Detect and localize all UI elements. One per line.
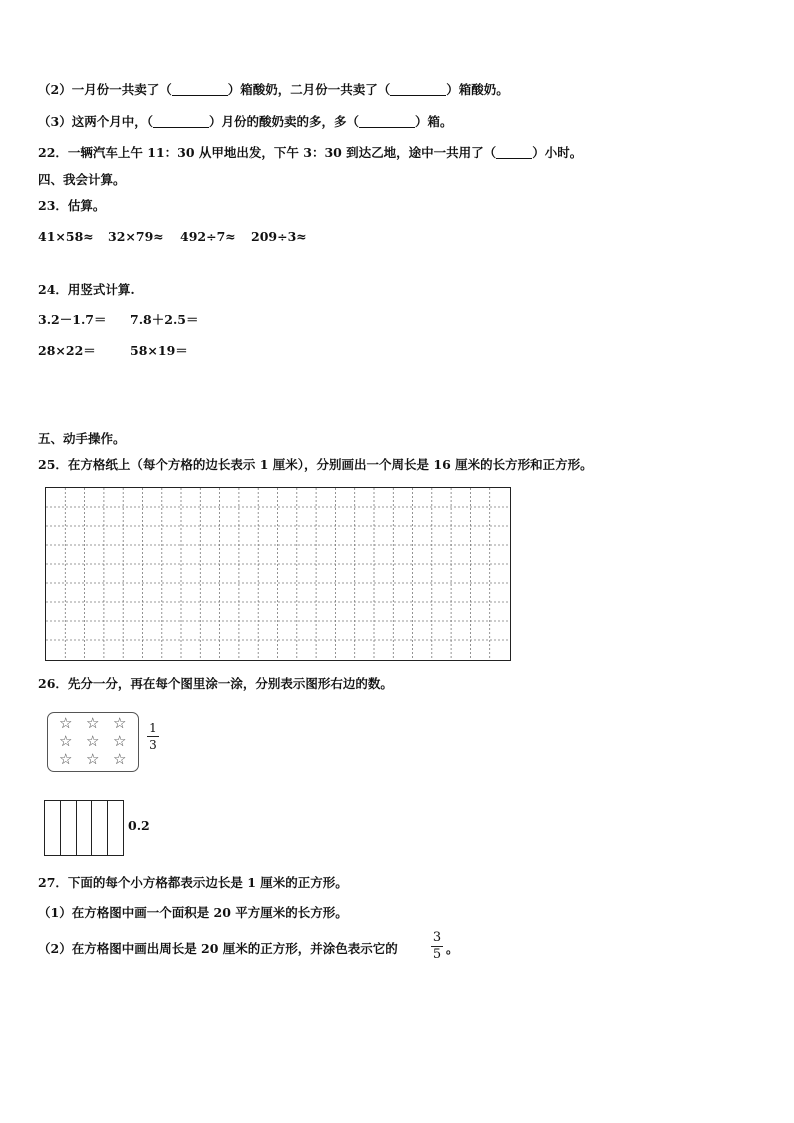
q27-part1: （1）在方格图中画一个面积是 20 平方厘米的长方形。 bbox=[38, 905, 348, 920]
strip-cell[interactable] bbox=[45, 801, 61, 855]
fraction-numerator: 1 bbox=[149, 721, 157, 735]
strip-label-decimal: 0.2 bbox=[128, 818, 150, 833]
star-icon: ☆ bbox=[113, 732, 127, 750]
fraction-denominator: 5 bbox=[432, 947, 442, 962]
q21-part3 bbox=[38, 114, 452, 130]
q22 bbox=[38, 145, 582, 161]
strip-cell[interactable] bbox=[61, 801, 77, 855]
q21-part3-text-b: ）月份的酸奶卖的多，多（ bbox=[208, 114, 359, 129]
q21-part2-text-b: ）箱酸奶，二月份一共卖了（ bbox=[227, 82, 391, 97]
star-icon: ☆ bbox=[113, 714, 127, 732]
star-icon: ☆ bbox=[113, 750, 127, 768]
strip-cell[interactable] bbox=[92, 801, 108, 855]
q24-row-1 bbox=[38, 312, 238, 328]
fraction-bar bbox=[147, 736, 159, 737]
q23-item-4: 209÷3≈ bbox=[251, 229, 307, 244]
q27-part2-text: （2）在方格图中画出周长是 20 厘米的正方形，并涂色表示它的 bbox=[38, 941, 398, 956]
q27-title: 27．下面的每个小方格都表示边长是 1 厘米的正方形。 bbox=[38, 875, 348, 890]
q24-item-1: 3.2－1.7＝ bbox=[38, 312, 107, 327]
divided-rectangle[interactable] bbox=[44, 800, 124, 856]
q22-text-a: 22．一辆汽车上午 11：30 从甲地出发，下午 3：30 到达乙地，途中一共用了（ bbox=[38, 145, 497, 160]
q24-row-2 bbox=[38, 343, 238, 359]
section-5-heading: 五、动手操作。 bbox=[38, 431, 126, 446]
fraction-one-third bbox=[147, 721, 159, 752]
grid-paper[interactable] bbox=[45, 487, 511, 661]
answer-blank-how-many-more[interactable] bbox=[359, 115, 415, 128]
fraction-numerator: 3 bbox=[432, 930, 442, 945]
grid-lines bbox=[46, 488, 509, 659]
q23-items bbox=[38, 229, 338, 245]
q21-part2 bbox=[38, 82, 509, 98]
answer-blank-jan-boxes[interactable] bbox=[172, 83, 228, 96]
star-icon: ☆ bbox=[86, 750, 100, 768]
q23-item-1: 41×58≈ bbox=[38, 229, 94, 244]
q21-part2-text-a: （2）一月份一共卖了（ bbox=[38, 82, 172, 97]
q27-part2-end: 。 bbox=[446, 941, 459, 956]
q25-title: 25．在方格纸上（每个方格的边长表示 1 厘米），分别画出一个周长是 16 厘米的长方形和正方形。 bbox=[38, 457, 593, 472]
q27-part2 bbox=[38, 941, 398, 957]
q21-part3-text-c: ）箱。 bbox=[414, 114, 453, 129]
star-icon: ☆ bbox=[59, 732, 73, 750]
strip-cell[interactable] bbox=[108, 801, 123, 855]
star-icon: ☆ bbox=[86, 714, 100, 732]
q24-item-3: 28×22＝ bbox=[38, 343, 96, 358]
answer-blank-feb-boxes[interactable] bbox=[390, 83, 446, 96]
q23-title: 23．估算。 bbox=[38, 198, 106, 213]
section-4-heading: 四、我会计算。 bbox=[38, 172, 126, 187]
answer-blank-which-month[interactable] bbox=[153, 115, 209, 128]
answer-blank-hours[interactable] bbox=[496, 146, 532, 159]
q21-part3-text-a: （3）这两个月中，（ bbox=[38, 114, 153, 129]
q24-title: 24．用竖式计算. bbox=[38, 282, 135, 297]
star-icon: ☆ bbox=[59, 714, 73, 732]
star-icon: ☆ bbox=[86, 732, 100, 750]
q23-item-3: 492÷7≈ bbox=[180, 229, 236, 244]
q26-title: 26．先分一分，再在每个图里涂一涂，分别表示图形右边的数。 bbox=[38, 676, 393, 691]
q22-text-b: ）小时。 bbox=[532, 145, 583, 160]
fraction-denominator: 3 bbox=[149, 738, 157, 752]
q21-part2-text-c: ）箱酸奶。 bbox=[446, 82, 509, 97]
star-icon: ☆ bbox=[59, 750, 73, 768]
star-group-box[interactable] bbox=[47, 712, 139, 772]
q23-item-2: 32×79≈ bbox=[108, 229, 164, 244]
q24-item-2: 7.8＋2.5＝ bbox=[130, 312, 199, 327]
q24-item-4: 58×19＝ bbox=[130, 343, 188, 358]
strip-cell[interactable] bbox=[77, 801, 93, 855]
fraction-three-fifths bbox=[431, 931, 443, 962]
